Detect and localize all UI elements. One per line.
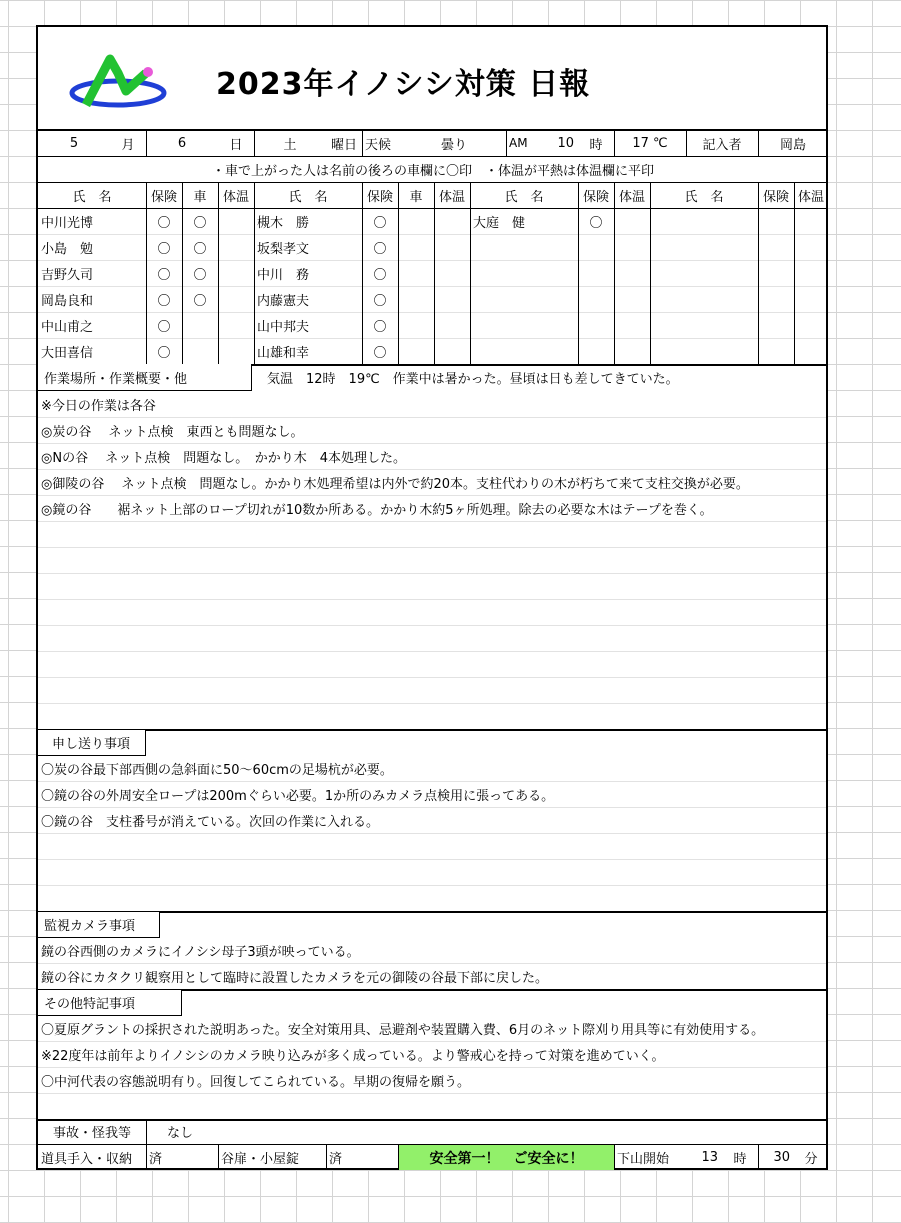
recorder-label: 記入者 <box>702 137 742 153</box>
recorder-value: 岡島 <box>779 137 806 153</box>
descent-minute-unit: 分 <box>804 1151 818 1167</box>
member-temp-mark <box>218 260 254 286</box>
member-car-mark <box>398 234 434 260</box>
logo <box>68 53 168 113</box>
day-value: 6 <box>177 135 187 151</box>
member-ins-mark: 〇 <box>157 215 171 231</box>
other-label: その他特記事項 <box>38 990 182 1016</box>
member-temp-mark <box>434 338 470 364</box>
text-line: 〇鏡の谷 支柱番号が消えている。次回の作業に入れる。 <box>41 814 380 830</box>
member-temp-mark <box>218 286 254 312</box>
month-unit: 月 <box>121 137 135 153</box>
hour-unit: 時 <box>589 137 603 153</box>
header-name-3: 氏 名 <box>504 189 544 205</box>
member-car-mark <box>398 260 434 286</box>
descent-label: 下山開始 <box>617 1151 670 1167</box>
text-line: 〇鏡の谷の外周安全ロープは200mぐらい必要。1か所のみカメラ点検用に張ってある。 <box>41 788 555 804</box>
accident-label: 事故・怪我等 <box>52 1126 131 1141</box>
day-unit: 日 <box>229 137 243 153</box>
tools-value: 済 <box>149 1151 163 1167</box>
member-temp-mark <box>218 338 254 364</box>
temperature-value: 17 ℃ <box>632 135 668 151</box>
work-label: 作業場所・作業概要・他 <box>38 364 252 391</box>
member-name: 中川 務 <box>257 267 310 283</box>
member-temp-mark <box>434 260 470 286</box>
member-car-mark <box>398 312 434 338</box>
member-name: 山中邦夫 <box>257 319 310 335</box>
safety-slogan: 安全第一！ ご安全に！ <box>399 1145 614 1170</box>
member-car-mark <box>182 338 218 364</box>
member-name: 大庭 健 <box>473 215 526 231</box>
descent-hour-unit: 時 <box>733 1151 747 1167</box>
member-name: 小島 勉 <box>41 241 94 257</box>
member-car-mark: 〇 <box>193 293 207 309</box>
daily-report-sheet <box>36 25 828 1170</box>
weather-value: 曇り <box>440 137 467 153</box>
member-temp-mark <box>434 312 470 338</box>
member-car-mark: 〇 <box>193 241 207 257</box>
member-temp-mark <box>434 234 470 260</box>
member-name: 中川光博 <box>41 215 94 231</box>
member-temp-mark <box>614 208 650 234</box>
text-line: 〇中河代表の容態説明有り。回復してこられている。早期の復帰を願う。 <box>41 1074 471 1090</box>
member-name: 内藤憲夫 <box>257 293 310 309</box>
header-temp-1: 体温 <box>222 189 249 205</box>
member-name: 山雄和幸 <box>257 345 310 361</box>
member-car-mark: 〇 <box>193 215 207 231</box>
member-name: 大田喜信 <box>41 345 94 361</box>
member-name: 中山甫之 <box>41 319 94 335</box>
weekday-value: 土 <box>283 137 297 153</box>
member-name: 槻木 勝 <box>257 215 310 231</box>
member-ins-mark: 〇 <box>373 215 387 231</box>
text-line: 〇炭の谷最下部西側の急斜面に50～60cmの足場杭が必要。 <box>41 762 393 778</box>
member-ins-mark: 〇 <box>157 345 171 361</box>
header-car-1: 車 <box>193 189 207 205</box>
member-car-mark: 〇 <box>193 267 207 283</box>
member-temp-mark <box>434 208 470 234</box>
text-line: ◎炭の谷 ネット点検 東西とも問題なし。 <box>41 424 304 440</box>
member-temp-mark <box>218 312 254 338</box>
member-ins-mark: 〇 <box>157 319 171 335</box>
member-ins-mark: 〇 <box>373 267 387 283</box>
note-text: ・車で上がった人は名前の後ろの車欄に〇印 ・体温が平熱は体温欄に平印 <box>211 163 654 179</box>
header-insurance-2: 保険 <box>366 189 393 205</box>
member-name: 岡島良和 <box>41 293 94 309</box>
member-temp-mark <box>218 208 254 234</box>
text-line: 鏡の谷にカタクリ観察用として臨時に設置したカメラを元の御陵の谷最下部に戻した。 <box>41 970 549 986</box>
text-line: 鏡の谷西側のカメラにイノシシ母子3頭が映っている。 <box>41 944 360 960</box>
text-line: ◎Nの谷 ネット点検 問題なし。 かかり木 4本処理した。 <box>41 450 406 466</box>
header-name-4: 氏 名 <box>684 189 724 205</box>
member-ins-mark: 〇 <box>373 345 387 361</box>
weather-label: 天候 <box>365 137 392 153</box>
camera-label: 監視カメラ事項 <box>38 912 160 938</box>
weekday-unit: 曜日 <box>330 137 357 153</box>
header-temp-4: 体温 <box>797 189 824 205</box>
text-line: ◎御陵の谷 ネット点検 問題なし。かかり木処理希望は内外で約20本。支柱代わりの木が朽ちて来て支柱交換が必要。 <box>41 476 749 492</box>
text-line: ※22度年は前年よりイノシシのカメラ映り込みが多く成っている。より警戒心を持って対策を進めていく。 <box>41 1048 665 1064</box>
text-line: 〇夏原グラントの採択された説明あった。安全対策用具、忌避剤や装置購入費、6月のネット際刈り用具等に有効使用する。 <box>41 1022 765 1038</box>
gate-value: 済 <box>329 1151 343 1167</box>
header-car-2: 車 <box>409 189 423 205</box>
member-name: 坂梨孝文 <box>257 241 310 257</box>
handover-label: 申し送り事項 <box>38 730 146 756</box>
member-temp-mark <box>218 234 254 260</box>
accident-value: なし <box>167 1126 194 1141</box>
header-insurance-4: 保険 <box>762 189 789 205</box>
header-name-2: 氏 名 <box>288 189 328 205</box>
member-ins-mark: 〇 <box>157 241 171 257</box>
header-insurance-1: 保険 <box>150 189 177 205</box>
member-car-mark <box>398 208 434 234</box>
member-temp-mark <box>434 286 470 312</box>
member-car-mark <box>398 338 434 364</box>
member-car-mark <box>182 312 218 338</box>
header-name-1: 氏 名 <box>72 189 112 205</box>
ampm-value: AM <box>509 136 528 150</box>
member-car-mark <box>398 286 434 312</box>
member-ins-mark: 〇 <box>589 215 603 231</box>
logo-icon <box>68 53 168 113</box>
hour-value: 10 <box>557 135 574 151</box>
header-temp-3: 体温 <box>618 189 645 205</box>
member-name: 吉野久司 <box>41 267 94 283</box>
text-line: ※今日の作業は各谷 <box>41 398 156 414</box>
gate-label: 谷扉・小屋錠 <box>221 1151 300 1167</box>
member-ins-mark: 〇 <box>157 293 171 309</box>
text-line: ◎鏡の谷 裾ネット上部のロープ切れが10数か所ある。かかり木約5ヶ所処理。除去の必要な木はテープを巻く。 <box>41 502 713 518</box>
member-ins-mark: 〇 <box>373 293 387 309</box>
tools-label: 道具手入・収納 <box>41 1151 133 1167</box>
month-value: 5 <box>69 135 79 151</box>
page-title: 2023年イノシシ対策 日報 <box>216 67 591 102</box>
member-ins-mark: 〇 <box>373 241 387 257</box>
header-insurance-3: 保険 <box>582 189 609 205</box>
descent-minute: 30 <box>773 1149 790 1165</box>
member-ins-mark: 〇 <box>373 319 387 335</box>
member-ins-mark: 〇 <box>157 267 171 283</box>
work-summary: 気温 12時 19℃ 作業中は暑かった。昼頃は日も差してきていた。 <box>267 371 679 387</box>
header-temp-2: 体温 <box>438 189 465 205</box>
descent-hour: 13 <box>701 1149 718 1165</box>
